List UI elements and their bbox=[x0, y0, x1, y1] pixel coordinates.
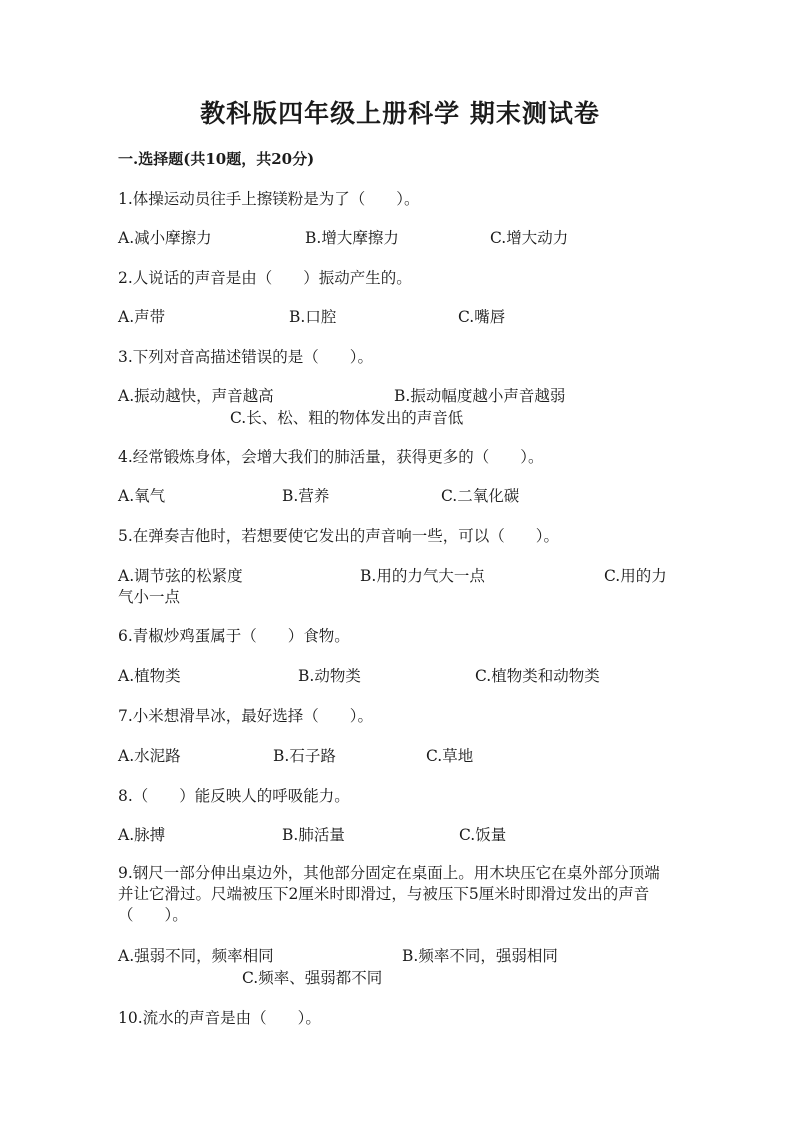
q3-option-a[interactable]: A.振动越快，声音越高 bbox=[118, 387, 274, 405]
q6-option-a[interactable]: A.植物类 bbox=[118, 667, 181, 685]
q2-option-a[interactable]: A.声带 bbox=[118, 308, 166, 326]
q6-option-b[interactable]: B.动物类 bbox=[298, 667, 361, 685]
q1-option-c[interactable]: C.增大动力 bbox=[490, 229, 569, 247]
q4-option-b[interactable]: B.营养 bbox=[282, 487, 330, 505]
q4-option-c[interactable]: C.二氧化碳 bbox=[441, 487, 520, 505]
question-10-stem: 10.流水的声音是由（ ）。 bbox=[118, 1009, 321, 1027]
q9-option-a[interactable]: A.强弱不同，频率相同 bbox=[118, 947, 274, 965]
q9-option-b[interactable]: B.频率不同，强弱相同 bbox=[402, 947, 558, 965]
q9-option-c[interactable]: C.频率、强弱都不同 bbox=[242, 969, 383, 987]
question-6-stem: 6.青椒炒鸡蛋属于（ ）食物。 bbox=[118, 627, 350, 645]
q1-option-b[interactable]: B.增大摩擦力 bbox=[305, 229, 399, 247]
q3-option-b[interactable]: B.振动幅度越小声音越弱 bbox=[394, 387, 566, 405]
question-9-stem: 9.钢尺一部分伸出桌边外，其他部分固定在桌面上。用木块压它在桌外部分顶端并让它滑过。尺端被压下2厘米时即滑过，与被压下5厘米时即滑过发出的声音（ ）。 bbox=[118, 864, 660, 924]
question-8-stem: 8.（ ）能反映人的呼吸能力。 bbox=[118, 787, 350, 805]
section-heading: 一.选择题(共10题，共20分) bbox=[118, 150, 315, 168]
q5-option-c[interactable]: C.用的力 bbox=[604, 567, 667, 585]
q8-option-a[interactable]: A.脉搏 bbox=[118, 826, 166, 844]
question-7-stem: 7.小米想滑旱冰，最好选择（ ）。 bbox=[118, 707, 374, 725]
q3-option-c[interactable]: C.长、松、粗的物体发出的声音低 bbox=[230, 409, 464, 427]
q1-option-a[interactable]: A.减小摩擦力 bbox=[118, 229, 212, 247]
q7-option-c[interactable]: C.草地 bbox=[426, 747, 474, 765]
q5-option-b[interactable]: B.用的力气大一点 bbox=[360, 567, 485, 585]
question-1-stem: 1.体操运动员往手上擦镁粉是为了（ ）。 bbox=[118, 190, 420, 208]
question-4-stem: 4.经常锻炼身体，会增大我们的肺活量，获得更多的（ ）。 bbox=[118, 448, 544, 466]
q7-option-a[interactable]: A.水泥路 bbox=[118, 747, 181, 765]
q5-option-c-continued: 气小一点 bbox=[118, 588, 181, 606]
q2-option-c[interactable]: C.嘴唇 bbox=[458, 308, 506, 326]
q5-option-a[interactable]: A.调节弦的松紧度 bbox=[118, 567, 243, 585]
q8-option-b[interactable]: B.肺活量 bbox=[282, 826, 345, 844]
q7-option-b[interactable]: B.石子路 bbox=[273, 747, 336, 765]
question-5-stem: 5.在弹奏吉他时，若想要使它发出的声音响一些，可以（ ）。 bbox=[118, 527, 560, 545]
q6-option-c[interactable]: C.植物类和动物类 bbox=[475, 667, 600, 685]
question-3-stem: 3.下列对音高描述错误的是（ ）。 bbox=[118, 348, 374, 366]
question-2-stem: 2.人说话的声音是由（ ）振动产生的。 bbox=[118, 269, 412, 287]
q2-option-b[interactable]: B.口腔 bbox=[289, 308, 337, 326]
q4-option-a[interactable]: A.氧气 bbox=[118, 487, 166, 505]
page-title: 教科版四年级上册科学 期末测试卷 bbox=[200, 99, 600, 128]
q8-option-c[interactable]: C.饭量 bbox=[459, 826, 507, 844]
